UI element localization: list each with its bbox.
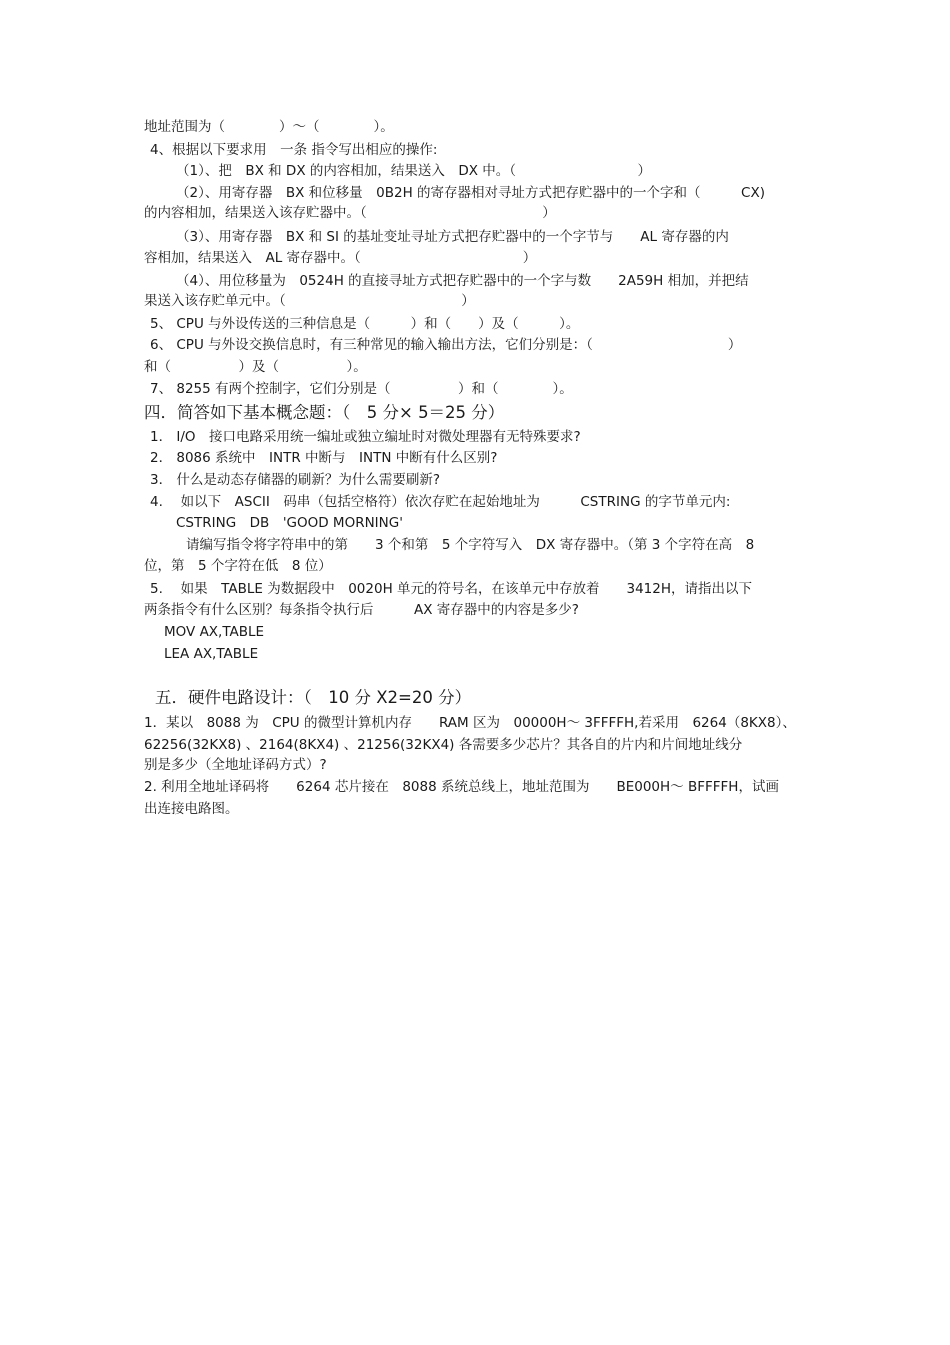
section-4-heading: 四．简答如下基本概念题：（ 5 分× 5＝25 分）: [144, 403, 505, 422]
question-3-4-1: （1）、把 BX 和 DX 的内容相加，结果送入 DX 中。（ ）: [176, 163, 652, 179]
code-line-mov: MOV AX,TABLE: [164, 624, 265, 640]
question-3-6: 6、 CPU 与外设交换信息时，有三种常见的输入输出方法，它们分别是：（ ）: [150, 337, 742, 353]
question-4-4-task-cont: 位，第 5 个字符在低 8 位）: [144, 558, 332, 574]
question-3-4: 4、根据以下要求用 一条 指令写出相应的操作:: [150, 142, 438, 158]
question-4-5: 5. 如果 TABLE 为数据段中 0020H 单元的符号名，在该单元中存放着 3412H，请指出以下: [150, 581, 753, 597]
question-3-4-3-cont: 容相加，结果送入 AL 寄存器中。（ ）: [144, 250, 537, 266]
question-4-3: 3． 什么是动态存储器的刷新？为什么需要刷新?: [150, 472, 441, 488]
question-4-4: 4. 如以下 ASCII 码串（包括空格符）依次存贮在起始地址为 CSTRING 的字节单元内:: [150, 494, 731, 510]
question-5-1: 1．某以 8088 为 CPU 的微型计算机内存 RAM 区为 00000H～ 3FFFFH,若采用 6264（8KX8）、: [144, 715, 796, 731]
question-5-1-cont2: 别是多少（全地址译码方式）?: [144, 757, 327, 773]
question-4-2: 2． 8086 系统中 INTR 中断与 INTN 中断有什么区别?: [150, 450, 498, 466]
question-4-1: 1． I/O 接口电路采用统一编址或独立编址时对微处理器有无特殊要求?: [150, 429, 581, 445]
question-3-4-2-cont: 的内容相加，结果送入该存贮器中。（ ）: [144, 205, 556, 221]
question-4-4-task: 请编写指令将字符串中的第 3 个和第 5 个字符写入 DX 寄存器中。（第 3 个字符在高 8: [186, 537, 755, 553]
text-line-address-range: 地址范围为（ ）～（ ）。: [144, 119, 394, 135]
question-5-2: 2. 利用全地址译码将 6264 芯片接在 8088 系统总线上，地址范围为 BE000H～ BFFFFH，试画: [144, 779, 779, 795]
section-5-heading: 五．硬件电路设计：（ 10 分 X2=20 分）: [155, 688, 472, 707]
question-3-4-4: （4）、用位移量为 0524H 的直接寻址方式把存贮器中的一个字与数 2A59H 相加，并把结: [176, 273, 749, 289]
question-5-2-cont: 出连接电路图。: [144, 801, 239, 817]
question-3-4-3: （3）、用寄存器 BX 和 SI 的基址变址寻址方式把存贮器中的一个字节与 AL 寄存器的内: [176, 229, 729, 245]
question-5-1-cont: 62256(32KX8) 、2164(8KX4) 、21256(32KX4) 各需要多少芯片？其各自的片内和片间地址线分: [144, 737, 743, 753]
question-3-4-4-cont: 果送入该存贮单元中。（ ）: [144, 293, 475, 309]
question-4-4-code: CSTRING DB 'GOOD MORNING': [176, 515, 403, 531]
question-3-7: 7、 8255 有两个控制字，它们分别是（ ）和（ ）。: [150, 381, 573, 397]
question-4-5-cont: 两条指令有什么区别？每条指令执行后 AX 寄存器中的内容是多少?: [144, 602, 579, 618]
question-3-5: 5、 CPU 与外设传送的三种信息是（ ）和（ ）及（ ）。: [150, 316, 580, 332]
code-line-lea: LEA AX,TABLE: [164, 646, 259, 662]
question-3-4-2: （2）、用寄存器 BX 和位移量 0B2H 的寄存器相对寻址方式把存贮器中的一个字和（ CX): [176, 185, 765, 201]
question-3-6-cont: 和（ ）及（ ）。: [144, 359, 367, 375]
